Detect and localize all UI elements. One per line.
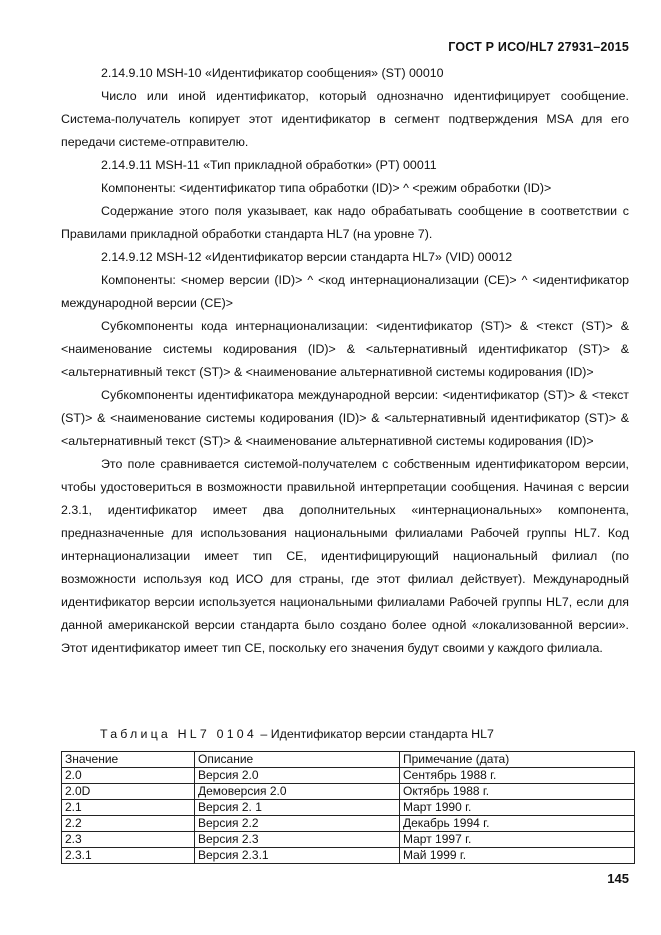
table-row <box>62 816 635 832</box>
cell-note: Май 1999 г. <box>400 848 635 864</box>
cell-value: 2.3.1 <box>62 848 195 864</box>
paragraph: Это поле сравнивается системой-получателем с собственным идентификатором версии, чтобы удостовериться в возможности правильной интерпретации сообщения. Начиная с версии 2.3.1, идентификатор имеет два дополнительных «интернациональных» компонента, предназначенные для использования национальными филиалами Рабочей группы HL7. Код интернационализации имеет тип CE, идентифицирующий национальный филиал (по возможности используя код ИСО для страны, где этот филиал действует). Международный идентификатор версии используется национальными филиалами Рабочей группы HL7, если для данной американской версии стандарта было создано более одной «локализованной версии». Этот идентификатор имеет тип CE, поскольку его значения будут своими у каждого филиала. <box>61 457 629 655</box>
table-row <box>62 768 635 784</box>
cell-value: 2.2 <box>62 816 195 832</box>
cell-note: Октябрь 1988 г. <box>400 784 635 800</box>
paragraph: Компоненты: <идентификатор типа обработки (ID)> ^ <режим обработки (ID)> <box>101 181 552 195</box>
body-text <box>61 62 629 660</box>
table-row <box>62 784 635 800</box>
document-header: ГОСТ Р ИСО/HL7 27931–2015 <box>448 40 629 54</box>
cell-value: 2.0 <box>62 768 195 784</box>
cell-value: 2.0D <box>62 784 195 800</box>
paragraph: Компоненты: <номер версии (ID)> ^ <код интернационализации (CE)> ^ <идентификатор международной версии (CE)> <box>61 273 629 310</box>
cell-description: Версия 2.3.1 <box>195 848 400 864</box>
version-table <box>61 751 635 864</box>
cell-description: Версия 2.2 <box>195 816 400 832</box>
section-heading: 2.14.9.11 MSH-11 «Тип прикладной обработки» (PT) 00011 <box>101 158 437 172</box>
cell-description: Версия 2. 1 <box>195 800 400 816</box>
table-caption-label: Таблица HL7 0104 <box>100 727 257 741</box>
cell-value: 2.1 <box>62 800 195 816</box>
section-heading: 2.14.9.10 MSH-10 «Идентификатор сообщения» (ST) 00010 <box>101 66 444 80</box>
section-heading: 2.14.9.12 MSH-12 «Идентификатор версии стандарта HL7» (VID) 00012 <box>101 250 513 264</box>
table-caption <box>100 727 494 741</box>
cell-note: Декабрь 1994 г. <box>400 816 635 832</box>
table-header-row <box>62 752 635 768</box>
cell-description: Версия 2.3 <box>195 832 400 848</box>
header-description: Описание <box>195 752 400 768</box>
paragraph: Число или иной идентификатор, который однозначно идентифицирует сообщение. Система-получатель копирует этот идентификатор в сегмент подтверждения MSA для его передачи системе-отправителю. <box>61 89 629 149</box>
table-row <box>62 832 635 848</box>
cell-description: Версия 2.0 <box>195 768 400 784</box>
paragraph: Субкомпоненты кода интернационализации: <идентификатор (ST)> & <текст (ST)> & <наименование системы кодирования (ID)> & <альтернативный идентификатор (ST)> & <альтернативный текст (ST)> & <наименование альтернативной системы кодирования (ID)> <box>61 319 629 379</box>
paragraph: Содержание этого поля указывает, как надо обрабатывать сообщение в соответствии с Правилами прикладной обработки стандарта HL7 (на уровне 7). <box>61 204 629 241</box>
table-row <box>62 848 635 864</box>
cell-note: Сентябрь 1988 г. <box>400 768 635 784</box>
header-value: Значение <box>62 752 195 768</box>
paragraph: Субкомпоненты идентификатора международной версии: <идентификатор (ST)> & <текст (ST)> & <наименование системы кодирования (ID)> & <альтернативный идентификатор (ST)> & <альтернативный текст (ST)> & <наименование альтернативной системы кодирования (ID)> <box>61 388 629 448</box>
table-row <box>62 800 635 816</box>
cell-description: Демоверсия 2.0 <box>195 784 400 800</box>
table-caption-dash: – <box>256 727 271 741</box>
page-number: 145 <box>607 871 629 886</box>
table-caption-title: Идентификатор версии стандарта HL7 <box>270 727 494 741</box>
header-note: Примечание (дата) <box>400 752 635 768</box>
cell-note: Март 1997 г. <box>400 832 635 848</box>
cell-note: Март 1990 г. <box>400 800 635 816</box>
cell-value: 2.3 <box>62 832 195 848</box>
